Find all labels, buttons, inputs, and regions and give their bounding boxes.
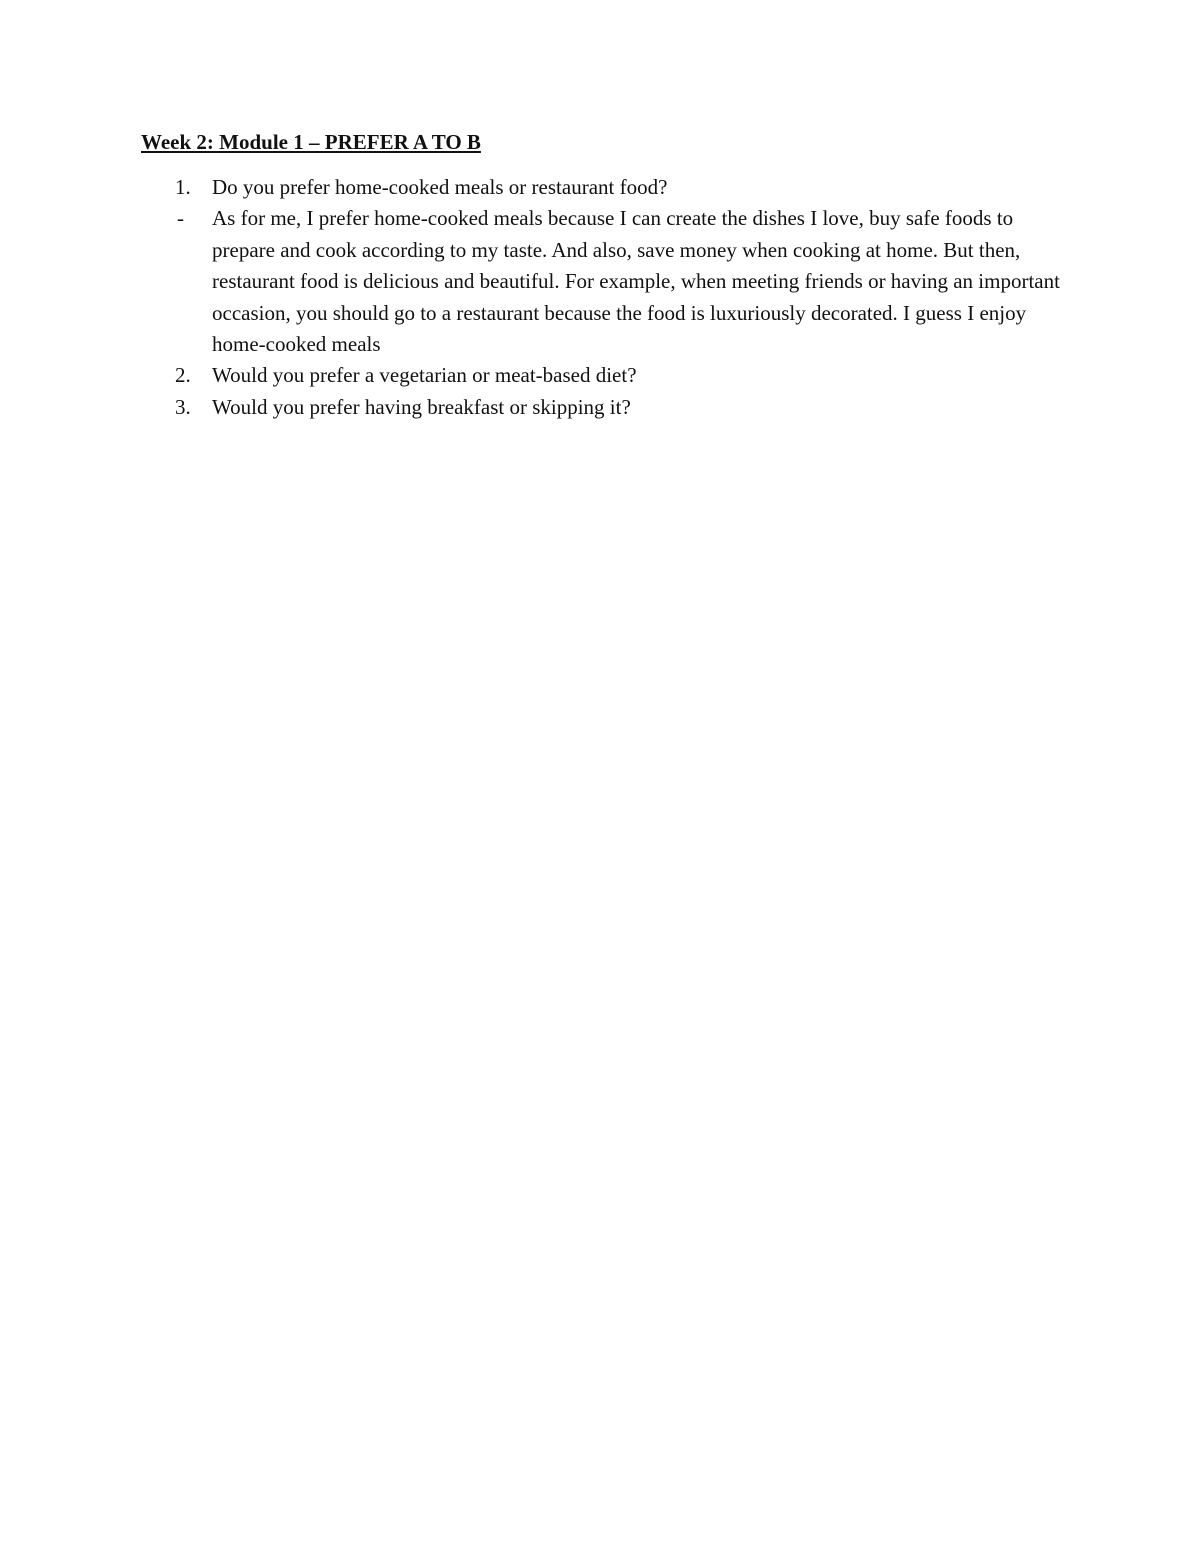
list-marker: 2. (175, 363, 191, 388)
question-text: Do you prefer home-cooked meals or restaurant food? (212, 175, 668, 199)
question-list (141, 172, 1071, 423)
list-item-answer (141, 203, 1071, 360)
list-item-question-1 (141, 172, 1071, 203)
list-marker: - (177, 206, 184, 231)
list-item-question-2 (141, 360, 1071, 391)
list-marker: 1. (175, 175, 191, 199)
answer-text: As for me, I prefer home-cooked meals because I can create the dishes I love, buy safe foods to prepare and cook according to my taste. And also, save money when cooking at home. But then, restaurant food is delicious and beautiful. For example, when meeting friends or having an important occasion, you should go to a restaurant because the food is luxuriously decorated. I guess I enjoy home-cooked meals (212, 206, 1060, 357)
question-text: Would you prefer having breakfast or skipping it? (212, 394, 631, 419)
question-text: Would you prefer a vegetarian or meat-based diet? (212, 363, 637, 388)
list-item-question-3 (141, 392, 1071, 423)
list-marker: 3. (175, 394, 191, 419)
document-title: Week 2: Module 1 – PREFER A TO B (141, 130, 481, 154)
